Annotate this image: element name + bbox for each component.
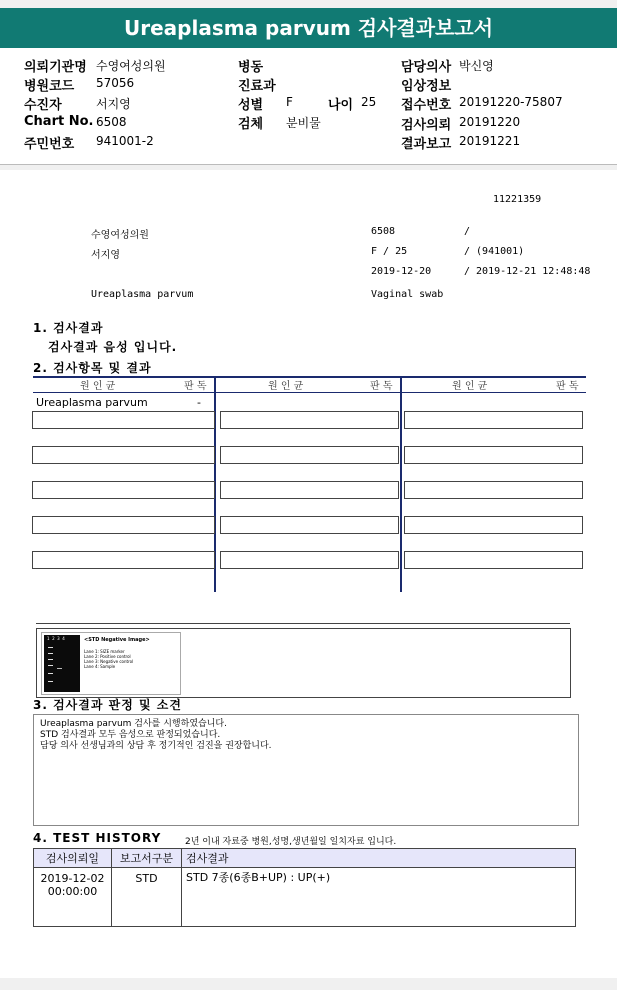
result-box [32,411,215,429]
section1-result: 검사결과 음성 입니다. [48,340,178,354]
report-date-label: 결과보고 [401,137,452,152]
history-col-type: 보고서구분 [112,849,182,868]
hospital-value: 수영여성의원 [96,59,166,73]
result-box [220,446,399,464]
col-judgement-1: 판 독 [184,381,207,392]
report-date-value: 20191221 [459,134,521,148]
age-value: 25 [361,95,377,109]
gel-lane-numbers: 1 2 3 4 [47,636,65,641]
gel-image-frame [36,628,571,698]
result-box [220,411,399,429]
receipt-no-label: 접수번호 [401,98,452,113]
result-box [32,551,215,569]
gel-lane-3: Lane 3: Negative control [84,659,134,664]
result-item-value: - [197,396,201,409]
report-patient: 서지영 [91,250,120,261]
opinion-line-3: 담당 의사 선생님과의 상담 후 정기적인 검진을 권장합니다. [40,741,272,751]
result-box [32,446,215,464]
gel-lane-2: Lane 2: Positive control [84,654,131,659]
result-box [404,481,583,499]
gel-legend [84,649,133,669]
history-time: 00:00:00 [47,885,98,898]
ward-label: 병동 [238,60,264,75]
section4-heading: 4. TEST HISTORY [33,831,162,845]
clinical-info-label: 임상정보 [401,79,452,94]
history-col-result: 검사결과 [182,849,576,868]
patient-value: 서지영 [96,97,131,111]
col-judgement-2: 판 독 [370,381,393,392]
result-item-name: Ureaplasma parvum [36,396,148,409]
opinion-line-2: STD 검사결과 모두 음성으로 판정되었습니다. [40,730,221,740]
specimen-label: 검체 [238,117,264,132]
gel-image [41,632,181,695]
result-box [220,516,399,534]
gel-rule [36,623,570,624]
results-divider-2 [400,376,402,592]
dept-label: 진료과 [238,79,276,94]
report-clinic: 수영여성의원 [91,230,149,241]
report-datetime: / 2019-12-21 12:48:48 [464,266,591,277]
receipt-no-value: 20191220-75807 [459,95,563,109]
opinion-line-1: Ureaplasma parvum 검사를 시행하였습니다. [40,719,227,729]
results-header-rule [33,392,586,393]
request-date-value: 20191220 [459,115,521,129]
col-judgement-3: 판 독 [556,381,579,392]
report-slash: / [464,226,471,237]
report-test-name: Ureaplasma parvum [91,289,194,300]
gel-lane-4: Lane 4: Sample [84,664,116,669]
header-panel [0,48,617,165]
result-box [404,411,583,429]
chart-no-label: Chart No. [24,114,94,129]
history-note: 2년 이내 자료중 병원,성명,생년월일 일치자료 입니다. [185,837,397,847]
doctor-label: 담당의사 [401,60,452,75]
history-result: STD 7종(6종B+UP) : UP(+) [182,868,576,927]
results-top-rule [33,376,586,378]
gel-title: <STD Negative Image> [84,637,150,643]
result-box [220,551,399,569]
report-birth: / (941001) [464,246,525,257]
sex-value: F [286,95,293,109]
hospital-label: 의뢰기관명 [24,60,87,75]
report-chart-no: 6508 [371,226,396,237]
result-box [32,481,215,499]
result-box [404,516,583,534]
section3-heading: 3. 검사결과 판정 및 소견 [33,698,182,712]
age-label: 나이 [328,98,354,113]
history-date-cell [34,868,112,927]
result-box [404,446,583,464]
col-organism-3: 원 인 균 [452,381,488,392]
report-code: 11221359 [493,194,542,205]
table-row [34,868,576,927]
history-col-date: 검사의뢰일 [34,849,112,868]
report-request-date: 2019-12-20 [371,266,432,277]
result-box [32,516,215,534]
gel-lanes [44,635,80,692]
section2-heading: 2. 검사항목 및 결과 [33,361,152,375]
col-organism-2: 원 인 균 [268,381,304,392]
section1-heading: 1. 검사결과 [33,321,104,335]
sex-label: 성별 [238,98,264,113]
result-box [404,551,583,569]
resident-no-value: 941001-2 [96,134,154,148]
opinion-box [33,714,579,826]
report-body [0,170,617,978]
doctor-value: 박신영 [459,59,494,73]
col-organism-1: 원 인 균 [80,381,116,392]
result-box [220,481,399,499]
request-date-label: 검사의뢰 [401,118,452,133]
chart-no-value: 6508 [96,115,127,129]
report-title: Ureaplasma parvum 검사결과보고서 [0,8,617,48]
hospital-code-label: 병원코드 [24,79,75,94]
patient-label: 수진자 [24,98,62,113]
specimen-value: 분비물 [286,116,321,130]
history-date: 2019-12-02 [40,872,105,885]
history-type: STD [112,868,182,927]
report-sex-age: F / 25 [371,246,408,257]
history-table [33,848,576,927]
hospital-code-value: 57056 [96,76,135,90]
gel-lane-1: Lane 1: SIZE marker [84,649,125,654]
report-specimen: Vaginal swab [371,289,444,300]
resident-no-label: 주민번호 [24,137,75,152]
